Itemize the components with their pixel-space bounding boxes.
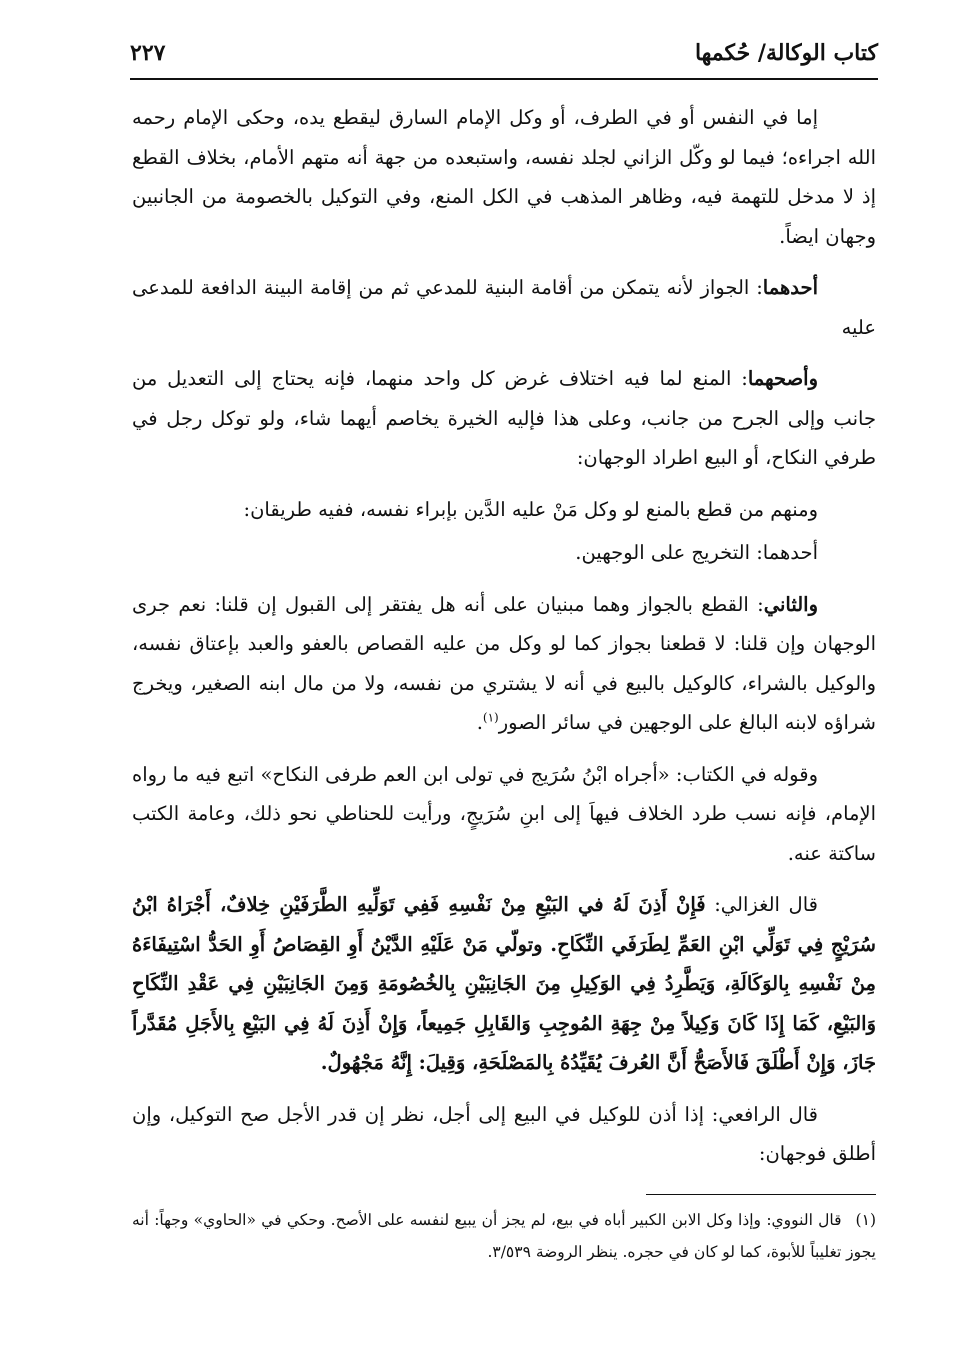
paragraph-lead-term: أحدهما xyxy=(762,276,818,299)
paragraph-6 xyxy=(132,585,876,743)
paragraph-text: : المنع لما فيه اختلاف غرض كل واحد منهما، فإنه يحتاج إلى التعديل من جانب وإلى الجرح من جانب، وعلى هذا فإليه الخيرة يخاصم أيهما شاء، ولو توكل رجل في طرفي النكاح، أو البيع اطراد الوجهان: xyxy=(132,367,876,469)
paragraph-text: : القطع بالجواز وهما مبنيان على أنه هل يفتقر إلى القبول إن قلنا: نعم جرى الوجهان وإن قلنا: لا قطعنا بجواز كما لو وكل من عليه القصاص بالعفو والعبد بإعتاق نفسه، والوكيل بالشراء، كالوكيل بالبيع في أنه لا يشتري من نفسه، ولا من مال ابنه الصغير، ويخرج شراؤه لابنه البالغ على الوجهين في سائر الصور xyxy=(132,592,876,734)
paragraph-3 xyxy=(132,359,876,478)
paragraph-text: ومنهم من قطع بالمنع لو وكل مَنْ عليه الدَّين بإبراء نفسه، ففيه طريقان: xyxy=(243,497,818,521)
paragraph-4 xyxy=(132,490,876,530)
paragraph-text: وقوله في الكتاب: «أجراه ابْنُ سُرَيج في تولى ابن العم طرفى النكاح» اتبع فيه ما رواه الإمام، فإنه نسب طرد الخلاف فيهاَ إلى ابنِ سُرَيجٍ، ورأيت للحناطي نحو ذلك، وعامة الكتب ساكتة عنه. xyxy=(132,762,876,865)
page-number: ٢٢٧ xyxy=(130,40,166,66)
running-title: كتاب الوكالة/ حُكمها xyxy=(694,40,878,66)
page-header xyxy=(130,38,878,80)
paragraph-text: قال الرافعي: إذا أذن للوكيل في البيع إلى أجل، نظر إن قدر الأجل صح التوكيل، وإن أطلق فوجهان: xyxy=(132,1102,876,1165)
paragraph-7 xyxy=(132,755,876,874)
paragraph-lead-term: وأصحهما xyxy=(747,367,818,390)
paragraph-tail: . xyxy=(476,711,483,734)
footnote-number: (١) xyxy=(855,1211,876,1229)
footnote-item xyxy=(132,1204,876,1268)
footnotes xyxy=(132,1204,876,1268)
paragraph-9 xyxy=(132,1095,876,1174)
quoted-matn-text: فَإِنْ أَذِنَ لَهُ في البَيْعِ مِنْ نَفْسِهِ فَفِي تَوَلِّيهِ الطَّرَفَيْنِ خِلافٌ، أَجْرَاهُ ابْنُ سُرَيْجٍ فِي تَوَلِّي ابْنِ العَمِّ لِطَرَفَي النِّكَاحِ. وتولّي مَنْ عَلَيْهِ الدَّيْنُ أَوِ القِصَاصُ أَوِ الحَدُّ اسْتِيفَاءَهُ مِنْ نَفْسِهِ بِالوَكَالَةِ، وَيَطَّرِدُ فِي الوَكِيلِ مِنَ الجَانِبَيْنِ بِالخُصُومَةِ وَمِنَ الجَانِبَيْنِ فِي عَقْدِ النِّكَاحِ وَالبَيْعِ، كَمَا إِذَا كَانَ وَكِيلاً مِنْ جِهَةِ المُوجِبِ وَالقَابِلِ جَمِيعاً، وَإِنْ أَذِنَ لَهُ فِي البَيْعِ بِالأَجَلِ مُقَدَّراً جَازَ، وَإِنْ أَطْلَقَ فَالأَصَحُّ أَنَّ العُرفَ يُقَيِّدُهُ بِالمَصْلَحَةِ، وَقِيلَ: إِنَّهُ مَجْهُولٌ. xyxy=(132,893,876,1074)
paragraph-text: إما في النفس أو في الطرف، أو وكل الإمام السارق ليقطع يده، وحكى الإمام رحمه الله اجراءه؛ فيما لو وكّل الزاني لجلد نفسه، واستبعده من جهة أنه متهم الأمام، بخلاف القطع إذ لا مدخل للتهمة فيه، وظاهر المذهب في الكل المنع، وفي التوكيل بالخصومة من الجانبين وجهان ايضاً. xyxy=(132,106,876,248)
paragraph-text: أحدهما: التخريج على الوجهين. xyxy=(575,541,818,564)
paragraph-2 xyxy=(132,268,876,347)
paragraph-5 xyxy=(132,533,876,573)
paragraph-1 xyxy=(132,98,876,256)
paragraph-text: : الجواز لأنه يتمكن من أقامة البنية للمدعي ثم من إقامة البينة الدافعة للمدعى عليه xyxy=(132,276,876,339)
paragraph-8-matn xyxy=(132,885,876,1083)
footnote-text: قال النووي: وإذا وكل الابن الكبير أباه في بيع، لم يجز أن يبيع لنفسه على الأصح. وحكي في «الحاوي» وجهاً: أنه يجوز تغليباً للأبوة، كما لو كان في حجره. ينظر الروضة ٣/٥٣٩. xyxy=(132,1211,876,1261)
footnote-reference[interactable]: (١) xyxy=(482,710,499,725)
paragraph-lead-term: والثاني xyxy=(763,592,818,616)
paragraph-text: قال الغزالي: xyxy=(705,893,818,916)
footnote-divider xyxy=(646,1194,876,1195)
main-text xyxy=(132,98,876,1186)
